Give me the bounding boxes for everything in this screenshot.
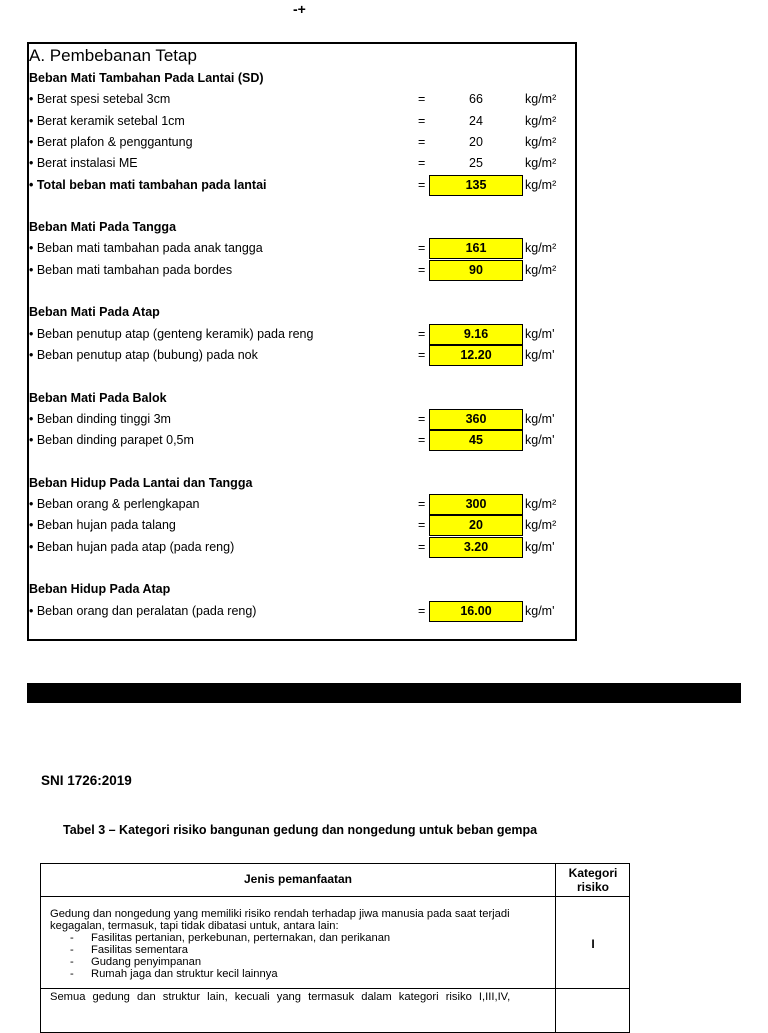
row1-description [50, 908, 550, 980]
load-label: • Berat plafon & penggantung [29, 134, 193, 149]
header-kategori-line2: risiko [576, 880, 609, 894]
load-value-cell[interactable]: 3.20 [429, 537, 523, 558]
load-row [29, 111, 575, 132]
load-unit: kg/m² [525, 92, 557, 107]
load-value-cell[interactable]: 24 [469, 113, 483, 128]
load-value-cell[interactable]: 360 [429, 409, 523, 430]
row1-kategori: I [591, 937, 595, 951]
equals-sign: = [418, 326, 426, 341]
load-unit: kg/m' [525, 347, 555, 362]
table-caption: Tabel 3 – Kategori risiko bangunan gedung dan nongedung untuk beban gempa [63, 823, 538, 837]
header-divider [41, 896, 629, 897]
load-row [29, 601, 575, 622]
load-unit: kg/m² [525, 113, 557, 128]
load-row [29, 430, 575, 451]
section-heading: Beban Mati Tambahan Pada Lantai (SD) [29, 71, 264, 85]
load-unit: kg/m' [525, 433, 555, 448]
load-label: • Berat spesi setebal 3cm [29, 92, 171, 107]
row1-text-line1: Gedung dan nongedung yang memiliki risiko rendah terhadap jiwa manusia pada saat terjadi [50, 908, 510, 920]
load-value-cell[interactable]: 9.16 [429, 324, 523, 345]
section-heading: Beban Hidup Pada Lantai dan Tangga [29, 475, 253, 490]
load-label: • Beban orang dan peralatan (pada reng) [29, 603, 257, 618]
load-unit: kg/m' [525, 539, 555, 554]
load-row [29, 260, 575, 281]
load-value-cell[interactable]: 300 [429, 494, 523, 515]
risk-category-table [40, 863, 630, 1033]
equals-sign: = [418, 92, 426, 107]
equals-sign: = [418, 433, 426, 448]
section-heading: Beban Mati Pada Tangga [29, 220, 177, 235]
load-row [29, 175, 575, 196]
equals-sign: = [418, 518, 426, 533]
equals-sign: = [418, 411, 426, 426]
load-value-cell[interactable]: 25 [469, 156, 483, 171]
load-label: • Beban penutup atap (genteng keramik) pada reng [29, 326, 314, 341]
header-kategori-risiko [556, 866, 630, 894]
row-divider [41, 988, 629, 989]
list-item: - Rumah jaga dan struktur kecil lainnya [70, 968, 278, 980]
load-label: • Berat instalasi ME [29, 156, 138, 171]
load-row [29, 89, 575, 110]
load-value-cell[interactable]: 161 [429, 238, 523, 259]
equals-sign: = [418, 113, 426, 128]
load-row [29, 153, 575, 174]
section-heading: Beban Mati Pada Balok [29, 390, 167, 405]
equals-sign: = [418, 241, 426, 256]
load-unit: kg/m² [525, 177, 557, 192]
load-label: • Beban hujan pada atap (pada reng) [29, 539, 235, 554]
equals-sign: = [418, 177, 426, 192]
load-unit: kg/m² [525, 497, 557, 511]
load-value-cell[interactable]: 16.00 [429, 601, 523, 622]
standard-title: SNI 1726:2019 [41, 773, 132, 788]
load-unit: kg/m² [525, 134, 557, 149]
load-label: • Total beban mati tambahan pada lantai [29, 177, 267, 192]
top-mark: -+ [293, 1, 306, 17]
load-unit: kg/m² [525, 241, 557, 256]
sheet-title: A. Pembebanan Tetap [29, 46, 197, 65]
load-row [29, 537, 575, 558]
row2-description: Semua gedung dan struktur lain, kecuali yang termasuk dalam kategori risiko I,III,IV, [50, 991, 511, 1003]
header-kategori-line1: Kategori [568, 866, 618, 880]
load-label: • Berat keramik setebal 1cm [29, 113, 185, 128]
load-unit: kg/m² [525, 262, 557, 277]
row1-text-line2: kegagalan, termasuk, tapi tidak dibatasi untuk, antara lain: [50, 920, 339, 932]
load-value-cell[interactable]: 12.20 [429, 345, 523, 366]
load-unit: kg/m² [525, 518, 557, 533]
load-unit: kg/m' [525, 603, 555, 618]
equals-sign: = [418, 497, 426, 511]
load-unit: kg/m² [525, 156, 557, 171]
section-heading: Beban Mati Pada Atap [29, 305, 160, 320]
row1-list [50, 932, 550, 980]
load-row [29, 494, 575, 515]
list-item: - Fasilitas pertanian, perkebunan, perternakan, dan perikanan [70, 932, 391, 944]
load-row [29, 238, 575, 259]
load-row [29, 345, 575, 366]
load-unit: kg/m' [525, 326, 555, 341]
equals-sign: = [418, 156, 426, 171]
section-heading: Beban Hidup Pada Atap [29, 582, 171, 597]
list-item: - Fasilitas sementara [70, 944, 188, 956]
load-label: • Beban orang & perlengkapan [29, 497, 200, 511]
load-label: • Beban dinding tinggi 3m [29, 411, 171, 426]
load-row [29, 132, 575, 153]
load-row [29, 324, 575, 345]
header-jenis-pemanfaatan: Jenis pemanfaatan [243, 872, 353, 886]
load-label: • Beban mati tambahan pada bordes [29, 262, 233, 277]
load-value-cell[interactable]: 20 [469, 134, 483, 149]
equals-sign: = [418, 262, 426, 277]
load-label: • Beban mati tambahan pada anak tangga [29, 241, 263, 256]
equals-sign: = [418, 347, 426, 362]
list-item: - Gudang penyimpanan [70, 956, 202, 968]
load-unit: kg/m' [525, 411, 555, 426]
equals-sign: = [418, 603, 426, 618]
load-label: • Beban dinding parapet 0,5m [29, 433, 194, 448]
separator-bar [27, 683, 741, 703]
load-label: • Beban penutup atap (bubung) pada nok [29, 347, 258, 362]
equals-sign: = [418, 134, 426, 149]
load-value-cell[interactable]: 66 [469, 92, 483, 107]
load-value-cell[interactable]: 45 [429, 430, 523, 451]
load-value-cell[interactable]: 20 [429, 515, 523, 536]
load-row [29, 515, 575, 536]
load-value-cell[interactable]: 90 [429, 260, 523, 281]
load-label: • Beban hujan pada talang [29, 518, 176, 533]
equals-sign: = [418, 539, 426, 554]
load-value-cell[interactable]: 135 [429, 175, 523, 196]
load-calculation-sheet [27, 42, 577, 641]
load-row [29, 409, 575, 430]
